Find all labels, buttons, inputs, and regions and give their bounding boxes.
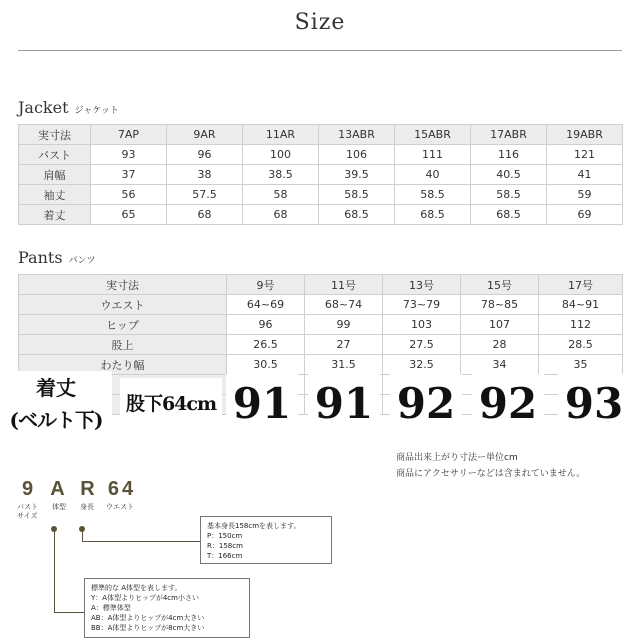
overlay-value: 91 (308, 374, 380, 434)
legend-line: 基本身長158cmを表します。 (207, 522, 301, 530)
row-label: ヒップ (19, 315, 227, 335)
legend-line: BB：A体型よりヒップが8cm大きい (91, 624, 205, 632)
table-cell: 68~74 (305, 295, 383, 315)
table-cell: 57.5 (167, 185, 243, 205)
height-legend-box (200, 516, 332, 564)
table-cell: 107 (461, 315, 539, 335)
table-cell: 30.5 (227, 355, 305, 375)
caption-body-type: 体型 (52, 503, 66, 511)
table-cell: 58.5 (319, 185, 395, 205)
code-letter-bust: 9 (21, 478, 37, 500)
table-cell: 58 (243, 185, 319, 205)
table-cell: 38 (167, 165, 243, 185)
code-letter-height: R (80, 478, 98, 500)
table-cell: 28.5 (539, 335, 623, 355)
table-header-cell: 11AR (243, 125, 319, 145)
table-cell: 68.5 (471, 205, 547, 225)
table-header-cell: 15ABR (395, 125, 471, 145)
pants-heading (18, 248, 96, 267)
overlay-value: 92 (472, 374, 544, 434)
jacket-title-en: Jacket (18, 98, 69, 117)
table-cell: 38.5 (243, 165, 319, 185)
table-cell: 106 (319, 145, 395, 165)
row-label: 肩幅 (19, 165, 91, 185)
row-label: 袖丈 (19, 185, 91, 205)
overlay-value: 93 (558, 374, 630, 434)
code-letter-waist: 64 (107, 478, 137, 500)
legend-line: Y：A体型よりヒップが4cm小さい (91, 594, 199, 602)
title-divider (18, 50, 622, 51)
overlay-label-line1: 着丈 (36, 376, 76, 400)
note-accessories: 商品にアクセサリーなどは含まれていません。 (396, 469, 586, 479)
caption-bust-size: バスト サイズ (17, 503, 38, 520)
table-cell: 68.5 (319, 205, 395, 225)
jacket-heading (18, 98, 119, 117)
legend-line: R：158cm (207, 542, 243, 550)
table-header-cell: 13ABR (319, 125, 395, 145)
connector-line-body-type (54, 612, 84, 613)
table-cell: 40 (395, 165, 471, 185)
table-cell: 31.5 (305, 355, 383, 375)
table-header-cell: 実寸法 (19, 125, 91, 145)
table-cell: 93 (91, 145, 167, 165)
connector-line-body-type (54, 529, 55, 612)
table-header-cell: 17号 (539, 275, 623, 295)
table-cell: 73~79 (383, 295, 461, 315)
table-cell: 100 (243, 145, 319, 165)
row-label: 股上 (19, 335, 227, 355)
table-cell: 65 (91, 205, 167, 225)
jacket-title-jp: ジャケット (74, 106, 119, 116)
table-cell: 28 (461, 335, 539, 355)
table-cell: 58.5 (395, 185, 471, 205)
table-row (19, 165, 623, 185)
table-cell: 121 (547, 145, 623, 165)
table-cell: 35 (539, 355, 623, 375)
table-header-cell: 13号 (383, 275, 461, 295)
table-cell: 37 (91, 165, 167, 185)
table-header-cell: 9号 (227, 275, 305, 295)
connector-line-height (82, 541, 200, 542)
table-cell: 32.5 (383, 355, 461, 375)
table-cell: 78~85 (461, 295, 539, 315)
caption-height: 身長 (80, 503, 94, 511)
table-row (19, 335, 623, 355)
row-label: ウエスト (19, 295, 227, 315)
table-header-cell: 11号 (305, 275, 383, 295)
jacket-header-row (19, 125, 623, 145)
table-cell: 27 (305, 335, 383, 355)
overlay-value: 92 (390, 374, 462, 434)
table-cell: 103 (383, 315, 461, 335)
page-title: Size (294, 10, 346, 35)
table-cell: 68.5 (395, 205, 471, 225)
row-label: バスト (19, 145, 91, 165)
pants-title-en: Pants (18, 248, 63, 267)
table-cell: 58.5 (471, 185, 547, 205)
table-cell: 96 (227, 315, 305, 335)
table-header-cell: 17ABR (471, 125, 547, 145)
table-cell: 112 (539, 315, 623, 335)
table-row (19, 145, 623, 165)
table-cell: 40.5 (471, 165, 547, 185)
table-cell: 27.5 (383, 335, 461, 355)
row-label: わたり幅 (19, 355, 227, 375)
legend-line: T：166cm (207, 552, 243, 560)
table-cell: 39.5 (319, 165, 395, 185)
legend-line: AB：A体型よりヒップが4cm大きい (91, 614, 205, 622)
pants-header-row (19, 275, 623, 295)
body-type-legend-box (84, 578, 250, 638)
overlay-inseam-label: 股下64cm (120, 378, 222, 430)
overlay-label-line2: (ベルト下) (9, 408, 103, 432)
legend-line: 標準的な A体型を表します。 (91, 584, 182, 592)
table-cell: 41 (547, 165, 623, 185)
table-cell: 26.5 (227, 335, 305, 355)
table-row (19, 295, 623, 315)
table-row (19, 185, 623, 205)
note-units: 商品出来上がり寸法ー単位cm (396, 453, 518, 463)
table-cell: 99 (305, 315, 383, 335)
table-header-cell: 7AP (91, 125, 167, 145)
table-row (19, 315, 623, 335)
table-header-cell: 実寸法 (19, 275, 227, 295)
table-cell: 68 (243, 205, 319, 225)
table-cell: 59 (547, 185, 623, 205)
table-cell: 56 (91, 185, 167, 205)
legend-line: A：標準体型 (91, 604, 131, 612)
table-cell: 116 (471, 145, 547, 165)
table-cell: 64~69 (227, 295, 305, 315)
pants-title-jp: パンツ (68, 256, 96, 266)
row-label: 着丈 (19, 205, 91, 225)
table-cell: 34 (461, 355, 539, 375)
overlay-value: 91 (226, 374, 298, 434)
table-cell: 69 (547, 205, 623, 225)
legend-line: P：150cm (207, 532, 243, 540)
table-header-cell: 19ABR (547, 125, 623, 145)
table-cell: 84~91 (539, 295, 623, 315)
table-header-cell: 9AR (167, 125, 243, 145)
table-row (19, 205, 623, 225)
jacket-size-table (18, 124, 623, 225)
overlay-length-label (0, 371, 112, 435)
table-header-cell: 15号 (461, 275, 539, 295)
table-cell: 68 (167, 205, 243, 225)
code-letter-body-type: A (50, 478, 68, 500)
table-cell: 96 (167, 145, 243, 165)
table-cell: 111 (395, 145, 471, 165)
caption-waist: ウエスト (106, 503, 134, 511)
connector-line-height (82, 529, 83, 541)
